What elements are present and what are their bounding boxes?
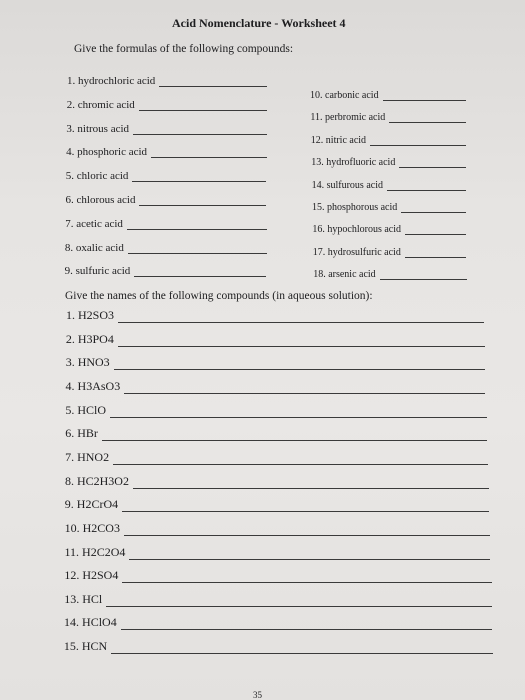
formula-item-label: 9. sulfuric acid (64, 265, 131, 278)
name-item-label: 5. HClO (65, 402, 107, 417)
name-item (66, 308, 484, 323)
name-item-label: 12. H2SO4 (64, 568, 119, 583)
formula-item-label: 15. phosphorous acid (312, 202, 398, 213)
name-item (64, 639, 493, 654)
answer-blank[interactable] (387, 189, 466, 191)
formula-item-label: 13. hydrofluoric acid (311, 157, 396, 169)
formula-item-right (312, 180, 466, 191)
name-item (66, 332, 485, 347)
formula-item-left (66, 146, 267, 158)
answer-blank[interactable] (118, 322, 484, 323)
formula-item-label: 5. chloric acid (65, 170, 129, 183)
formula-item-left (66, 123, 267, 135)
answer-blank[interactable] (133, 488, 489, 489)
answer-blank[interactable] (121, 629, 492, 630)
formula-item-left (67, 75, 267, 87)
formula-item-left (67, 99, 267, 111)
formula-item-left (66, 194, 267, 206)
name-item-label: 14. HClO4 (64, 615, 117, 630)
answer-blank[interactable] (124, 393, 485, 394)
answer-blank[interactable] (399, 166, 466, 168)
answer-blank[interactable] (128, 252, 267, 254)
formula-item-label: 2. chromic acid (66, 98, 135, 111)
formula-item-label: 17. hydrosulfuric acid (312, 246, 401, 258)
name-item (65, 450, 488, 465)
formula-item-left (65, 218, 267, 230)
formula-item-right (311, 157, 466, 168)
name-item (66, 379, 486, 394)
formula-item-label: 12. nitric acid (310, 134, 367, 146)
formula-item-left (65, 265, 267, 277)
answer-blank[interactable] (113, 464, 488, 465)
formula-item-label: 14. sulfurous acid (311, 179, 383, 191)
formula-item-label: 8. oxalic acid (64, 241, 124, 254)
answer-blank[interactable] (124, 535, 490, 536)
answer-blank[interactable] (122, 582, 491, 583)
name-item (65, 545, 490, 560)
page-number: 35 (253, 690, 262, 700)
name-item (65, 521, 490, 536)
answer-blank[interactable] (401, 211, 466, 213)
name-item-label: 1. H2SO3 (66, 308, 115, 322)
name-item (66, 355, 485, 370)
answer-blank[interactable] (118, 346, 485, 347)
formula-item-label: 4. phosphoric acid (66, 146, 148, 159)
answer-blank[interactable] (114, 369, 485, 370)
formula-item-right (312, 224, 466, 235)
name-item-label: 6. HBr (65, 426, 98, 441)
formula-item-right (313, 247, 466, 258)
name-item (65, 403, 486, 418)
name-item-label: 9. H2CrO4 (64, 497, 119, 512)
formula-item-right (311, 135, 466, 146)
name-item-label: 8. HC2H3O2 (64, 473, 129, 488)
answer-blank[interactable] (370, 144, 466, 146)
name-item (65, 497, 490, 512)
instruction-formulas: Give the formulas of the following compounds: (74, 43, 294, 55)
instruction-names: Give the names of the following compounds (in aqueous solution): (65, 290, 373, 302)
name-item (64, 592, 492, 607)
formula-item-label: 7. acetic acid (65, 217, 123, 230)
answer-blank[interactable] (389, 121, 466, 123)
formula-item-label: 18. arsenic acid (313, 269, 376, 281)
answer-blank[interactable] (405, 233, 466, 235)
answer-blank[interactable] (132, 180, 266, 182)
formula-item-label: 6. chlorous acid (65, 194, 136, 206)
name-item-label: 15. HCN (63, 639, 108, 654)
name-item (65, 474, 489, 489)
name-item (65, 426, 487, 441)
name-item-label: 3. HNO3 (65, 355, 110, 370)
worksheet-title: Acid Nomenclature - Worksheet 4 (172, 16, 346, 30)
formula-item-label: 10. carbonic acid (310, 90, 379, 101)
answer-blank[interactable] (110, 417, 487, 418)
answer-blank[interactable] (111, 653, 493, 654)
name-item (64, 615, 492, 630)
answer-blank[interactable] (383, 99, 466, 101)
answer-blank[interactable] (129, 559, 490, 560)
formula-item-left (66, 170, 267, 182)
answer-blank[interactable] (139, 109, 267, 111)
answer-blank[interactable] (139, 204, 266, 206)
formula-item-right (310, 90, 466, 101)
name-item-label: 11. H2C2O4 (64, 544, 126, 559)
answer-blank[interactable] (127, 228, 267, 230)
name-item-label: 4. H3AsO3 (65, 378, 121, 393)
answer-blank[interactable] (405, 256, 466, 258)
formula-item-label: 1. hydrochloric acid (67, 75, 156, 87)
name-item (64, 568, 491, 583)
answer-blank[interactable] (159, 85, 267, 87)
answer-blank[interactable] (380, 278, 467, 280)
name-item-label: 2. H3PO4 (65, 331, 114, 346)
formula-item-label: 3. nitrous acid (66, 122, 130, 135)
answer-blank[interactable] (151, 156, 267, 158)
formula-item-label: 16. hypochlorous acid (312, 224, 401, 236)
formula-item-label: 11. perbromic acid (310, 112, 386, 124)
answer-blank[interactable] (133, 133, 267, 135)
answer-blank[interactable] (134, 275, 266, 277)
answer-blank[interactable] (122, 511, 489, 512)
formula-item-right (310, 112, 466, 123)
formula-item-left (65, 242, 267, 254)
name-item-label: 13. HCl (64, 591, 103, 606)
formula-item-right (313, 269, 466, 280)
formula-item-right (312, 202, 466, 213)
name-item-label: 7. HNO2 (65, 449, 110, 464)
answer-blank[interactable] (106, 606, 492, 607)
answer-blank[interactable] (102, 440, 487, 441)
name-item-label: 10. H2CO3 (64, 520, 120, 535)
